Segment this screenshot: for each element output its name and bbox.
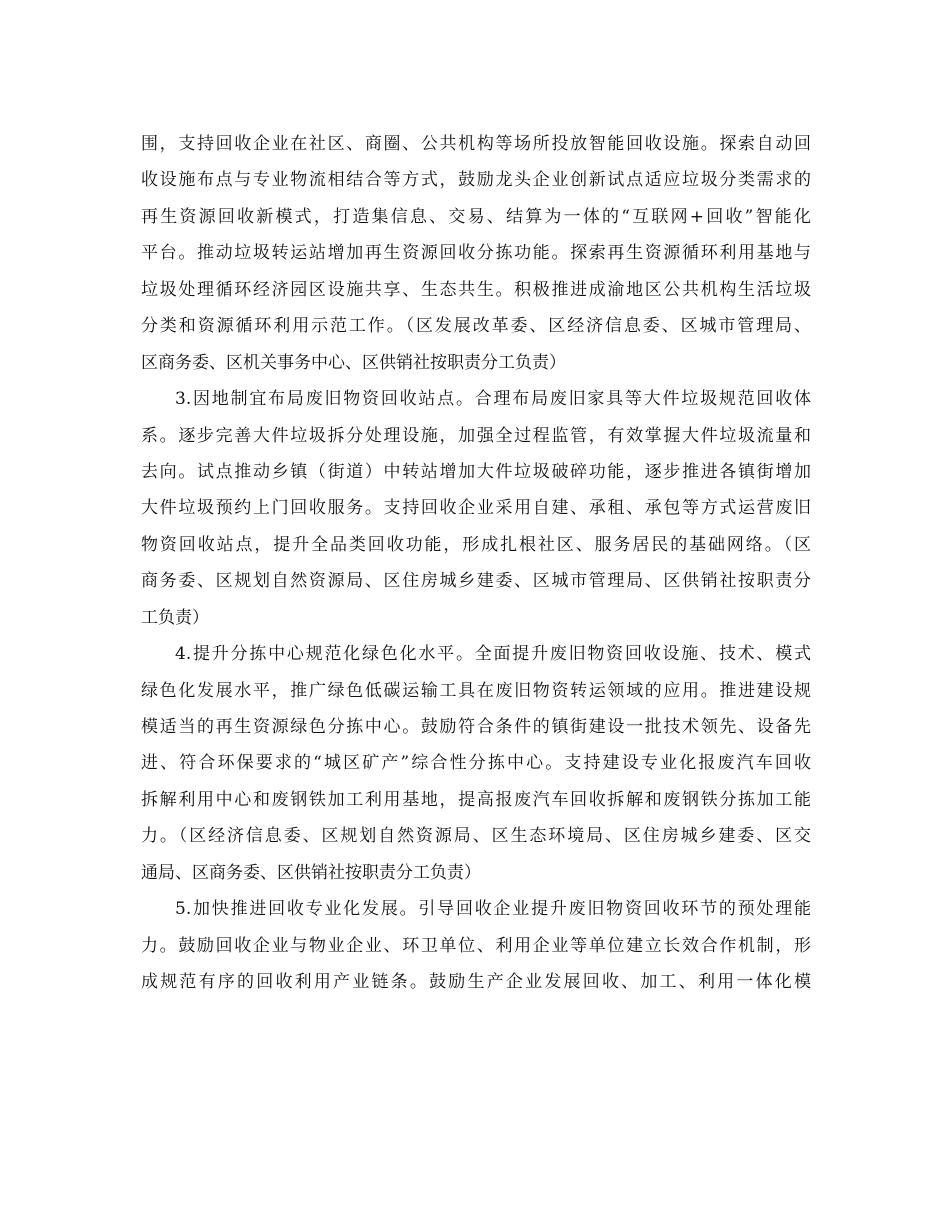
- paragraph-line: 5.加快推进回收专业化发展。引导回收企业提升废旧物资回收环节的预处理能: [175, 899, 811, 920]
- paragraph-line: 模适当的再生资源绿色分拣中心。鼓励符合条件的镇街建设一批技术领先、设备先: [141, 717, 811, 737]
- paragraph-line: 工负责）: [141, 607, 209, 628]
- paragraph-line: 垃圾处理循环经济园区设施共享、生态共生。积极推进成渝地区公共机构生活垃圾: [141, 279, 811, 300]
- paragraph-line: 力。鼓励回收企业与物业企业、环卫单位、利用企业等单位建立长效合作机制，形: [141, 935, 811, 956]
- paragraph-line: 拆解利用中心和废钢铁加工利用基地，提高报废汽车回收拆解和废钢铁分拣加工能: [141, 789, 811, 810]
- paragraph-line: 3.因地制宜布局废旧物资回收站点。合理布局废旧家具等大件垃圾规范回收体: [175, 389, 811, 410]
- paragraph-line: 商务委、区规划自然资源局、区住房城乡建委、区城市管理局、区供销社按职责分: [141, 571, 811, 592]
- paragraph-line: 分类和资源循环利用示范工作。（区发展改革委、区经济信息委、区城市管理局、: [141, 316, 811, 337]
- document-body: [141, 126, 811, 1001]
- paragraph-line: 区商务委、区机关事务中心、区供销社按职责分工负责）: [141, 352, 566, 373]
- paragraph-line: 成规范有序的回收利用产业链条。鼓励生产企业发展回收、加工、利用一体化模: [141, 972, 811, 993]
- paragraph-line: 绿色化发展水平，推广绿色低碳运输工具在废旧物资转运领域的应用。推进建设规: [141, 680, 811, 701]
- paragraph-line: 再生资源回收新模式，打造集信息、交易、结算为一体的“互联网+回收”智能化: [141, 206, 811, 227]
- paragraph-line: 物资回收站点，提升全品类回收功能，形成扎根社区、服务居民的基础网络。（区: [141, 534, 811, 555]
- paragraph-line: 大件垃圾预约上门回收服务。支持回收企业采用自建、承租、承包等方式运营废旧: [141, 498, 811, 519]
- paragraph-line: 去向。试点推动乡镇（街道）中转站增加大件垃圾破碎功能，逐步推进各镇街增加: [141, 461, 811, 482]
- paragraph-line: 围，支持回收企业在社区、商圈、公共机构等场所投放智能回收设施。探索自动回: [141, 134, 811, 154]
- paragraph-line: 系。逐步完善大件垃圾拆分处理设施，加强全过程监管，有效掌握大件垃圾流量和: [141, 425, 811, 446]
- paragraph-line: 通局、区商务委、区供销社按职责分工负责）: [141, 862, 481, 883]
- paragraph-line: 收设施布点与专业物流相结合等方式，鼓励龙头企业创新试点适应垃圾分类需求的: [141, 170, 811, 191]
- paragraph-line: 4.提升分拣中心规范化绿色化水平。全面提升废旧物资回收设施、技术、模式: [175, 644, 811, 665]
- paragraph-line: 力。（区经济信息委、区规划自然资源局、区生态环境局、区住房城乡建委、区交: [141, 826, 811, 847]
- paragraph-line: 进、符合环保要求的“城区矿产”综合性分拣中心。支持建设专业化报废汽车回收: [141, 753, 811, 774]
- paragraph-line: 平台。推动垃圾转运站增加再生资源回收分拣功能。探索再生资源循环利用基地与: [141, 243, 811, 264]
